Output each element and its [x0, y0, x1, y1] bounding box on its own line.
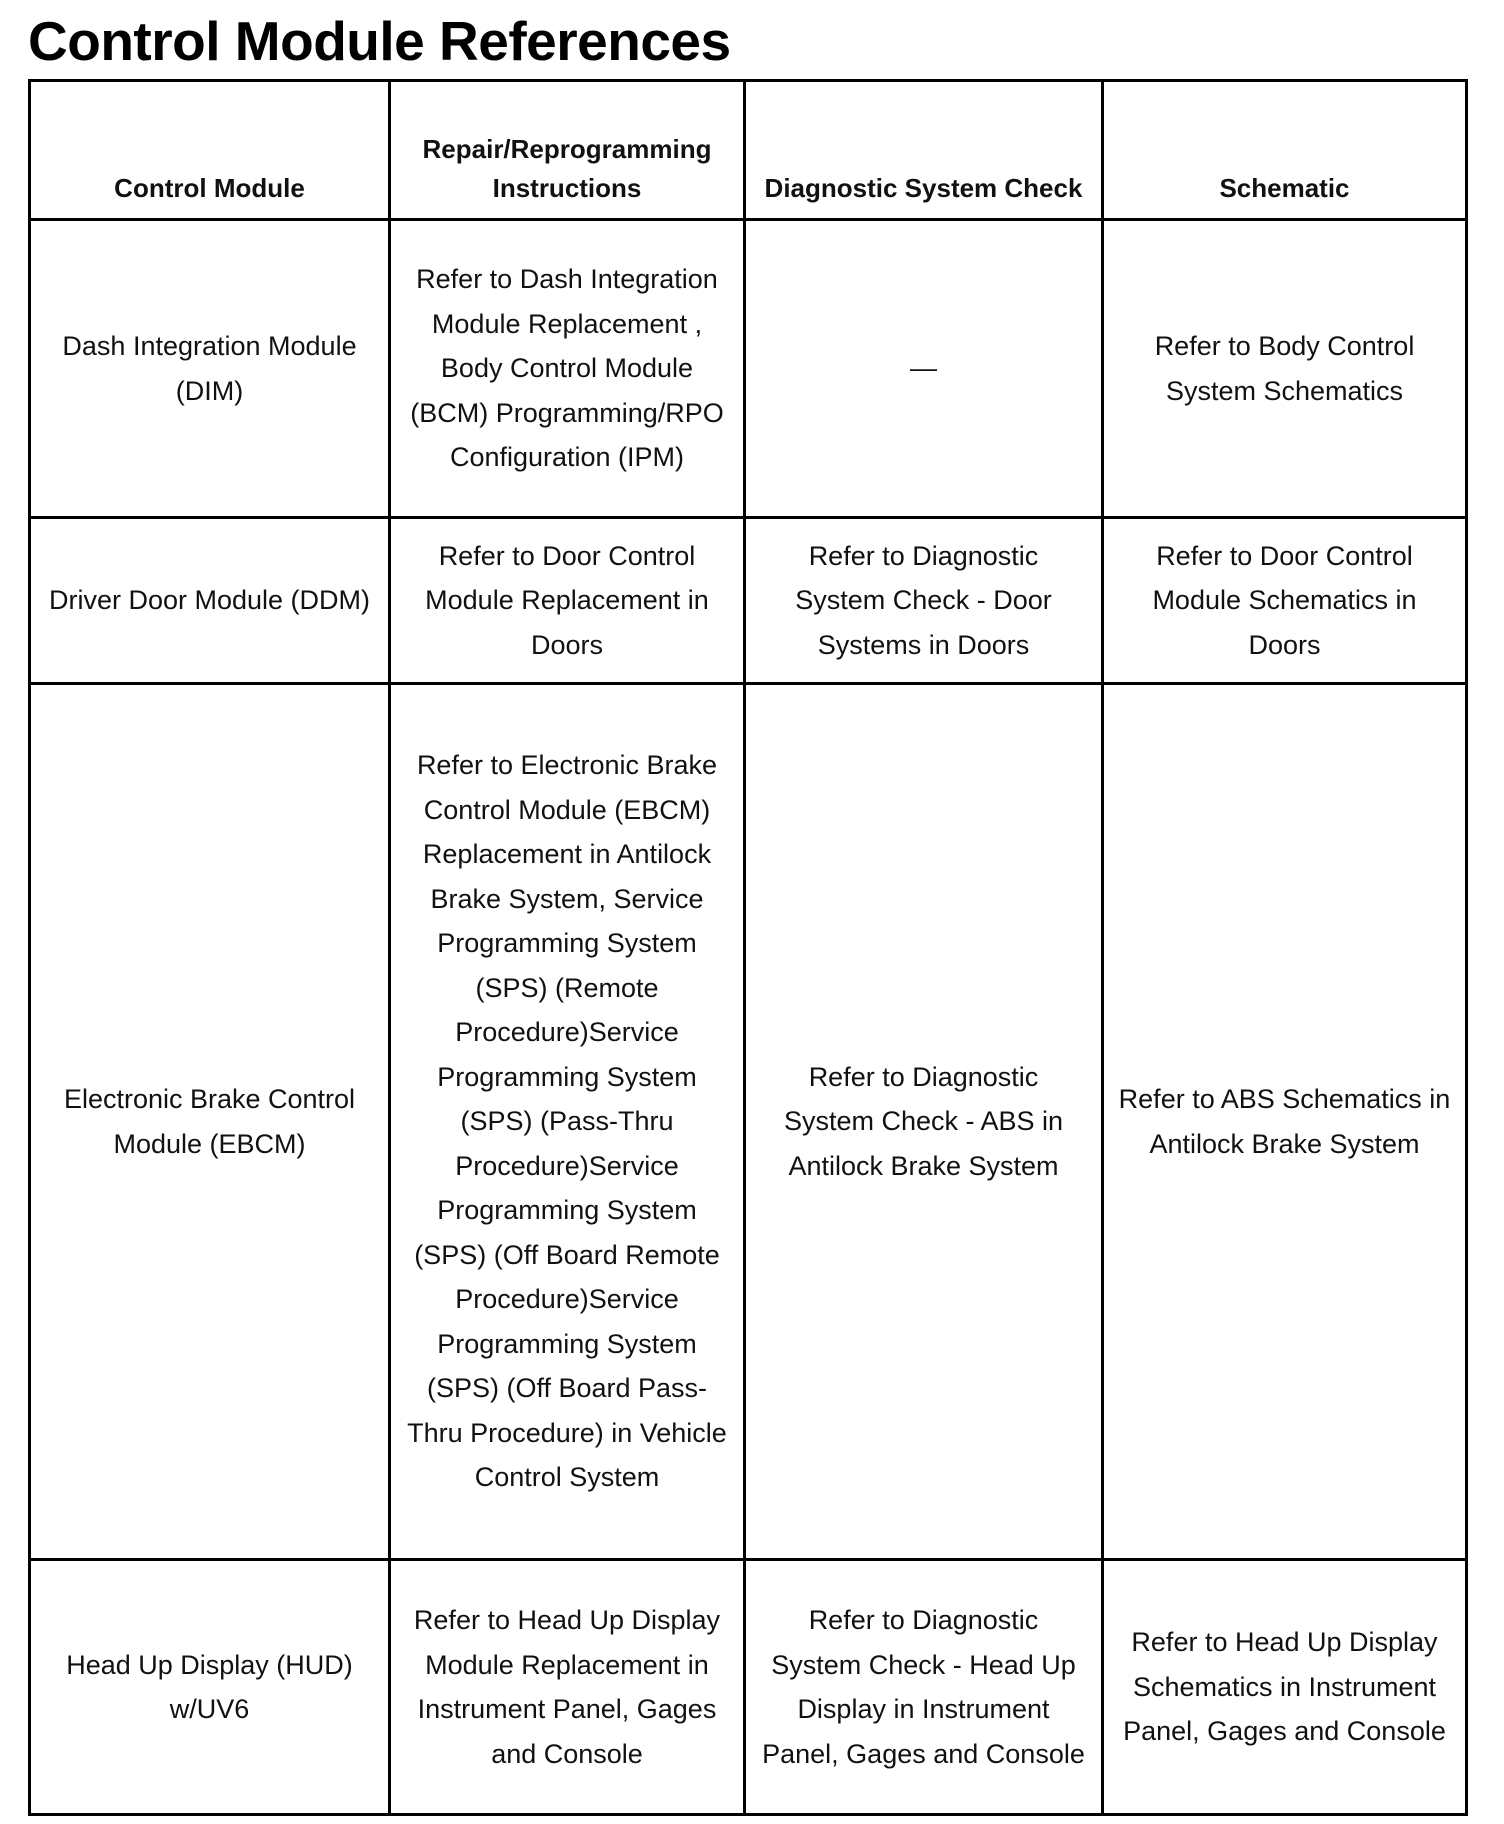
header-repair-reprogramming: Repair/Reprogramming Instructions: [390, 81, 745, 220]
cell-schematic: Refer to ABS Schematics in Antilock Brake System: [1103, 684, 1467, 1560]
cell-diagnostic-check: —: [745, 220, 1103, 518]
header-schematic: Schematic: [1103, 81, 1467, 220]
cell-repair-instructions: Refer to Dash Integration Module Replacement , Body Control Module (BCM) Programming/RPO Configuration (IPM): [390, 220, 745, 518]
cell-control-module: Electronic Brake Control Module (EBCM): [30, 684, 390, 1560]
cell-repair-instructions: Refer to Head Up Display Module Replacement in Instrument Panel, Gages and Console: [390, 1560, 745, 1815]
table-header-row: [30, 81, 1467, 220]
cell-repair-instructions: Refer to Electronic Brake Control Module (EBCM) Replacement in Antilock Brake System, Service Programming System (SPS) (Remote Procedure)Service Programming System (SPS) (Pass-Thru Procedure)Service Programming System (SPS) (Off Board Remote Procedure)Service Programming System (SPS) (Off Board Pass-Thru Procedure) in Vehicle Control System: [390, 684, 745, 1560]
header-control-module: Control Module: [30, 81, 390, 220]
table-row: [30, 220, 1467, 518]
cell-schematic: Refer to Door Control Module Schematics in Doors: [1103, 518, 1467, 684]
cell-control-module: Head Up Display (HUD) w/UV6: [30, 1560, 390, 1815]
cell-schematic: Refer to Head Up Display Schematics in Instrument Panel, Gages and Console: [1103, 1560, 1467, 1815]
cell-control-module: Driver Door Module (DDM): [30, 518, 390, 684]
cell-schematic: Refer to Body Control System Schematics: [1103, 220, 1467, 518]
page-title: Control Module References: [28, 10, 731, 72]
table-row: [30, 518, 1467, 684]
control-module-references-table: [28, 79, 1468, 1816]
header-diagnostic-system-check: Diagnostic System Check: [745, 81, 1103, 220]
table-row: [30, 1560, 1467, 1815]
cell-diagnostic-check: Refer to Diagnostic System Check - Door Systems in Doors: [745, 518, 1103, 684]
cell-control-module: Dash Integration Module (DIM): [30, 220, 390, 518]
table-row: [30, 684, 1467, 1560]
cell-diagnostic-check: Refer to Diagnostic System Check - ABS in Antilock Brake System: [745, 684, 1103, 1560]
cell-diagnostic-check: Refer to Diagnostic System Check - Head Up Display in Instrument Panel, Gages and Console: [745, 1560, 1103, 1815]
cell-repair-instructions: Refer to Door Control Module Replacement in Doors: [390, 518, 745, 684]
